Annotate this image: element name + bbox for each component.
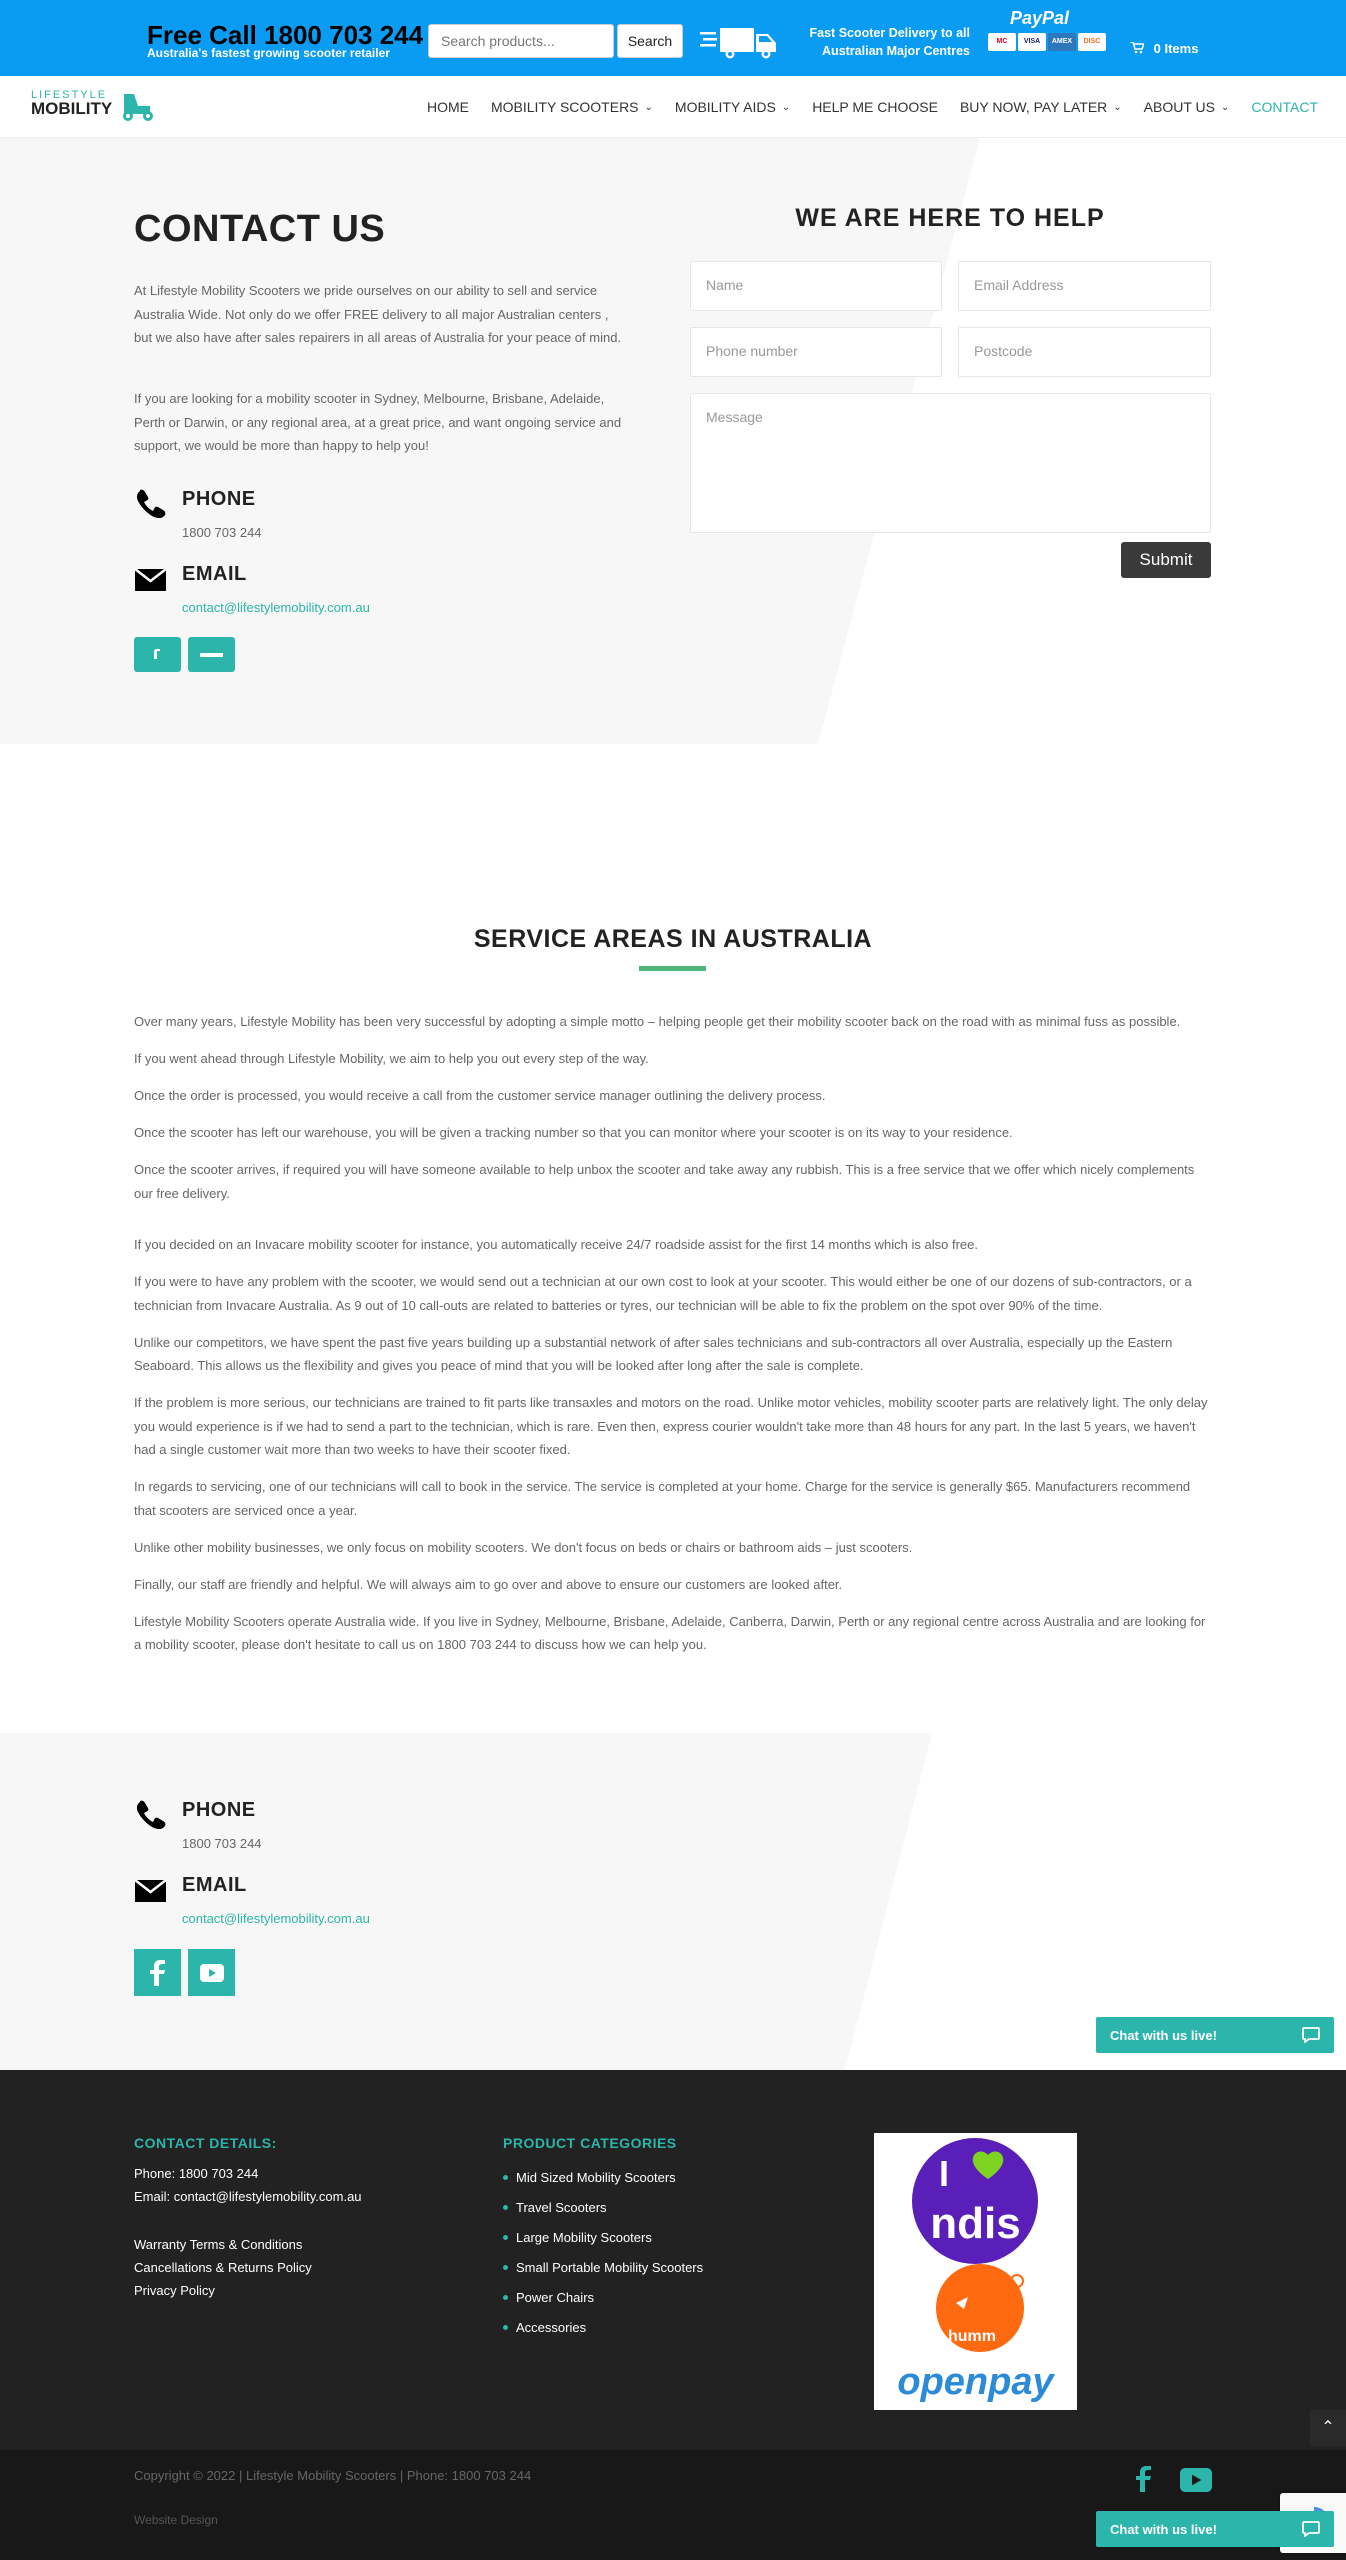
delivery-line-1: Fast Scooter Delivery to all — [809, 26, 970, 40]
footer-category-link[interactable] — [503, 2162, 703, 2192]
chat-label: Chat with us live! — [1110, 2027, 1217, 2043]
bullet-icon — [503, 2265, 508, 2270]
submit-button[interactable]: Submit — [1121, 542, 1211, 578]
footer-category-link[interactable] — [503, 2222, 703, 2252]
footer-category-link[interactable] — [503, 2282, 703, 2312]
intro-paragraph: At Lifestyle Mobility Scooters we pride ourselves on our ability to sell and service Australia Wide. Not only do we offer FREE delivery to all major Australian centers , but we also have after sales repairers in all areas of Australia for your peace of mind. — [134, 283, 622, 345]
footer-link-cancellations[interactable]: Cancellations & Returns Policy — [134, 2260, 312, 2275]
free-call-tagline: Australia's fastest growing scooter retailer — [147, 46, 390, 60]
phone-icon — [134, 488, 168, 518]
facebook-icon — [150, 1960, 166, 1986]
facebook-icon — [1136, 2464, 1152, 2494]
ndis-i-letter: I — [939, 2153, 950, 2194]
nav-label: CONTACT — [1251, 99, 1318, 115]
email-contact — [134, 563, 370, 615]
openpay-text: openpay — [897, 2361, 1054, 2403]
email-heading: EMAIL — [182, 563, 247, 585]
service-paragraph: Unlike our competitors, we have spent the past five years building up a substantial network of after sales technicians and sub-contractors all over Australia, especially up the Eastern Seaboard. This allows us the flexibility and gives you peace of mind that you will be looked after long after the sale is complete. — [134, 1334, 1173, 1373]
top-bar — [0, 0, 1346, 76]
category-label: Large Mobility Scooters — [516, 2229, 652, 2245]
service-paragraph: Once the scooter arrives, if required you will have someone available to help unbox the scooter and take away any rubbish. This is a free service that we offer which nicely complements our free delivery. — [134, 1162, 1195, 1201]
chevron-down-icon: ⌄ — [781, 101, 791, 113]
contact-hero-section — [0, 138, 1346, 744]
email-field[interactable]: Email Address — [958, 261, 1211, 311]
chat-bubble-icon — [1302, 2027, 1320, 2043]
amex-icon: AMEX — [1048, 33, 1076, 51]
copyright-text: Copyright © 2022 | Lifestyle Mobility Scooters | Phone: 1800 703 244 — [134, 2468, 532, 2483]
logo-line-1: LIFESTYLE — [31, 89, 108, 101]
phone-heading: PHONE — [182, 1799, 256, 1821]
footer-category-link[interactable] — [503, 2192, 703, 2222]
bullet-icon — [503, 2205, 508, 2210]
phone-number[interactable]: 1800 703 244 — [182, 525, 262, 540]
help-heading: WE ARE HERE TO HELP — [795, 204, 1105, 232]
facebook-icon — [134, 637, 181, 672]
humm-text: humm — [948, 2328, 996, 2345]
nav-item-mobility-aids[interactable] — [675, 99, 790, 115]
bullet-icon — [503, 2175, 508, 2180]
youtube-button[interactable] — [188, 1949, 235, 1996]
service-paragraph: If you went ahead through Lifestyle Mobility, we aim to help you out every step of the way. — [134, 1051, 649, 1066]
message-field[interactable]: Message — [690, 393, 1211, 533]
live-chat-button[interactable] — [1096, 2511, 1334, 2547]
service-paragraph: Finally, our staff are friendly and helpful. We will always aim to go over and above to ensure our customers are looked after. — [134, 1576, 843, 1592]
category-label: Power Chairs — [516, 2289, 595, 2305]
envelope-icon — [134, 1874, 168, 1904]
website-credit[interactable]: Website Design — [134, 2513, 218, 2527]
nav-label: HOME — [426, 99, 469, 115]
live-chat-button[interactable] — [1096, 2017, 1334, 2053]
footer-categories-list — [503, 2162, 703, 2342]
mastercard-icon: MC — [988, 33, 1016, 51]
phone-contact — [134, 1799, 262, 1851]
chevron-up-icon: ⌃ — [1321, 2419, 1335, 2436]
bullet-icon — [503, 2295, 508, 2300]
nav-menu — [427, 99, 1318, 115]
nav-label: ABOUT US — [1143, 99, 1215, 115]
footer-link-privacy[interactable]: Privacy Policy — [134, 2283, 215, 2298]
name-field[interactable]: Name — [690, 261, 942, 311]
phone-number[interactable]: 1800 703 244 — [182, 1836, 262, 1851]
footer-facebook-link[interactable] — [1136, 2464, 1152, 2499]
email-link[interactable]: contact@lifestylemobility.com.au — [182, 1911, 370, 1926]
nav-label: BUY NOW, PAY LATER — [959, 99, 1108, 115]
service-paragraph: Once the scooter has left our warehouse, you will be given a tracking number so that you can monitor where your scooter is on its way to your residence. — [134, 1125, 1013, 1140]
delivery-truck-icon — [700, 26, 780, 60]
service-paragraph: Once the order is processed, you would receive a call from the customer service manager outlining the delivery process. — [134, 1088, 826, 1103]
footer-category-link[interactable] — [503, 2252, 703, 2282]
ndis-text: ndis — [930, 2199, 1021, 2248]
nav-item-contact[interactable] — [1251, 99, 1318, 115]
discover-icon: DISC — [1078, 33, 1106, 51]
service-areas-heading: SERVICE AREAS IN AUSTRALIA — [473, 925, 873, 953]
phone-icon — [134, 1799, 168, 1829]
nav-item-help-me-choose[interactable] — [812, 99, 938, 115]
cart-icon — [1130, 41, 1148, 56]
chat-bubble-icon — [1302, 2521, 1320, 2537]
bullet-icon — [503, 2235, 508, 2240]
chevron-down-icon: ⌄ — [1220, 101, 1230, 113]
footer-email[interactable]: Email: contact@lifestylemobility.com.au — [134, 2189, 362, 2204]
facebook-button[interactable] — [134, 637, 181, 672]
footer-category-link[interactable] — [503, 2312, 703, 2342]
phone-heading: PHONE — [182, 488, 256, 510]
main-navigation — [0, 76, 1346, 138]
delivery-message — [790, 24, 970, 60]
email-heading: EMAIL — [182, 1874, 247, 1896]
nav-label: MOBILITY SCOOTERS — [490, 99, 639, 115]
email-link[interactable]: contact@lifestylemobility.com.au — [182, 600, 370, 615]
cart-link[interactable] — [1130, 41, 1198, 56]
page-title: CONTACT US — [134, 208, 386, 250]
facebook-button[interactable] — [134, 1949, 181, 1996]
service-paragraph: Lifestyle Mobility Scooters operate Australia wide. If you live in Sydney, Melbourne, Brisbane, Adelaide, Canberra, Darwin, Perth or any regional centre across Australia and are looking for a mobility scooter, please don't hesitate to call us on 1800 703 244 to discuss how we can help you. — [134, 1613, 1206, 1652]
search-button[interactable]: Search — [617, 24, 683, 58]
nav-item-home[interactable] — [427, 99, 469, 115]
postcode-field[interactable]: Postcode — [958, 327, 1211, 377]
service-paragraph: If the problem is more serious, our technicians are trained to fit parts like transaxles and motors on the road. Unlike motor vehicles, mobility scooter parts are relatively light. The only delay you would experience is if we had to send a part to the technician, which is rare. Even then, express courier wouldn't take more than 48 hours for any part. In the last 5 years, we haven't had a single customer wait more than two weeks to have their scooter fixed. — [134, 1395, 1208, 1457]
logo-line-2: MOBILITY — [31, 99, 113, 118]
email-contact — [134, 1874, 370, 1926]
cart-count: 0 Items — [1153, 41, 1199, 56]
footer-phone[interactable]: Phone: 1800 703 244 — [134, 2166, 259, 2181]
bullet-icon — [503, 2325, 508, 2330]
nav-item-about-us[interactable] — [1144, 99, 1230, 115]
category-label: Travel Scooters — [516, 2199, 607, 2215]
footer-categories-heading: PRODUCT CATEGORIES — [503, 2135, 677, 2151]
scroll-to-top-button[interactable] — [1310, 2410, 1346, 2446]
youtube-icon — [1180, 2468, 1212, 2492]
payment-partner-badges — [874, 2133, 1077, 2410]
intro-paragraph-2: If you are looking for a mobility scooter in Sydney, Melbourne, Brisbane, Adelaide, Perth or Darwin, or any regional area, at a great price, and want ongoing service and support, we would be more than happy to help you! — [134, 391, 622, 453]
youtube-icon — [200, 1964, 224, 1982]
service-paragraph: Over many years, Lifestyle Mobility has been very successful by adopting a simple motto – helping people get their mobility scooter back on the road with as minimal fuss as possible. — [134, 1014, 1181, 1029]
nav-item-mobility-scooters[interactable] — [491, 99, 653, 115]
category-label: Mid Sized Mobility Scooters — [516, 2169, 676, 2185]
service-areas-text — [134, 1010, 1210, 1670]
service-paragraph: If you were to have any problem with the scooter, we would send out a technician at our own cost to look at your scooter. This would either be one of our dozens of sub-contractors, or a technician from Invacare Australia. As 9 out of 10 call-outs are related to batteries or tyres, our technician will be able to fix the problem on the spot over 90% of the time. — [134, 1274, 1192, 1313]
youtube-button[interactable] — [188, 637, 235, 672]
footer-contact-heading: CONTACT DETAILS: — [134, 2135, 277, 2151]
nav-label: MOBILITY AIDS — [674, 99, 776, 115]
service-paragraph: If you decided on an Invacare mobility scooter for instance, you automatically receive 24/7 roadside assist for the first 14 months which is also free. — [134, 1237, 978, 1252]
free-call-banner[interactable] — [147, 20, 423, 60]
search-input[interactable] — [428, 24, 614, 58]
site-logo[interactable] — [31, 89, 112, 119]
chat-label: Chat with us live! — [1110, 2521, 1217, 2537]
category-label: Accessories — [516, 2319, 587, 2335]
service-paragraph: In regards to servicing, one of our technicians will call to book in the service. The service is completed at your home. Charge for the service is generally $65. Manufacturers recommend that scooters are serviced once a year. — [134, 1479, 1191, 1518]
heading-divider — [639, 966, 706, 971]
youtube-icon — [188, 637, 235, 672]
visa-icon: VISA — [1018, 33, 1046, 51]
nav-item-buy-now-pay-later[interactable] — [960, 99, 1122, 115]
category-label: Small Portable Mobility Scooters — [516, 2259, 704, 2275]
payment-cards — [988, 33, 1106, 51]
service-paragraph: Unlike other mobility businesses, we only focus on mobility scooters. We don't focus on beds or chairs or bathroom aids – just scooters. — [134, 1539, 913, 1555]
footer-youtube-link[interactable] — [1180, 2468, 1212, 2497]
footer-link-warranty[interactable]: Warranty Terms & Conditions — [134, 2237, 303, 2252]
chevron-down-icon: ⌄ — [644, 101, 653, 113]
delivery-line-2: Australian Major Centres — [822, 44, 970, 58]
phone-contact — [134, 488, 262, 540]
phone-field[interactable]: Phone number — [690, 327, 942, 377]
free-call-number: Free Call 1800 703 244 — [147, 20, 424, 50]
envelope-icon — [134, 563, 168, 593]
chevron-down-icon: ⌄ — [1113, 101, 1122, 113]
paypal-logo: PayPal — [1010, 8, 1070, 28]
nav-label: HELP ME CHOOSE — [812, 99, 938, 115]
scooter-logo-icon — [118, 90, 156, 122]
